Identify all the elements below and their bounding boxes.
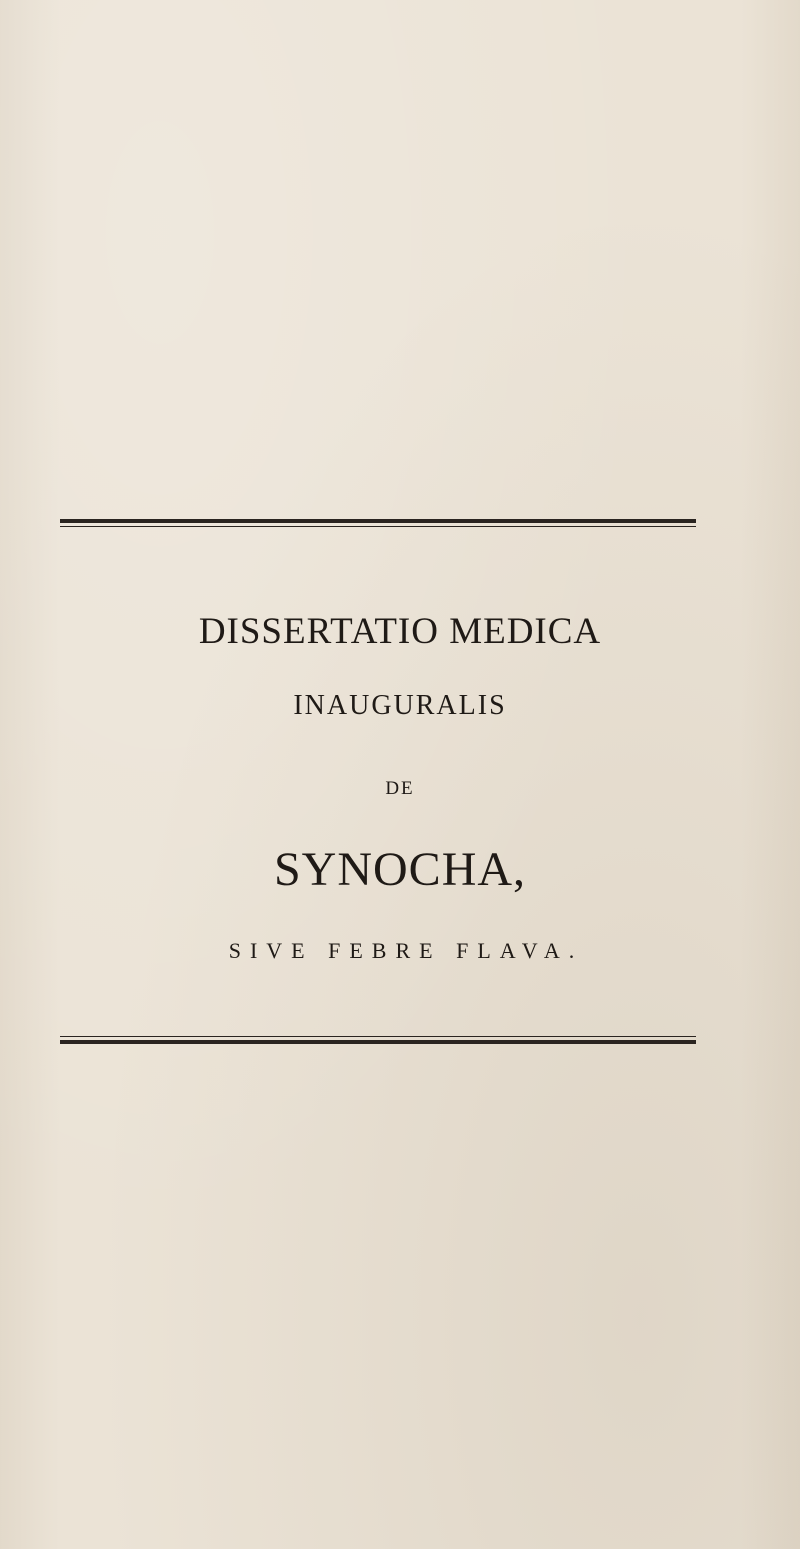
rule-thick — [60, 1040, 696, 1044]
bleed-through-mark — [0, 110, 800, 160]
title-line-dissertatio-medica: DISSERTATIO MEDICA — [198, 611, 602, 652]
title-line-sive-febre-flava: SIVE FEBRE FLAVA. — [228, 938, 584, 963]
rule-thin — [60, 526, 696, 527]
title-line-de: DE — [385, 778, 415, 799]
title-line-inauguralis: INAUGURALIS — [293, 690, 507, 721]
top-double-rule — [60, 519, 696, 527]
title-line-synocha: SYNOCHA, — [273, 843, 527, 896]
bottom-double-rule — [60, 1036, 696, 1044]
